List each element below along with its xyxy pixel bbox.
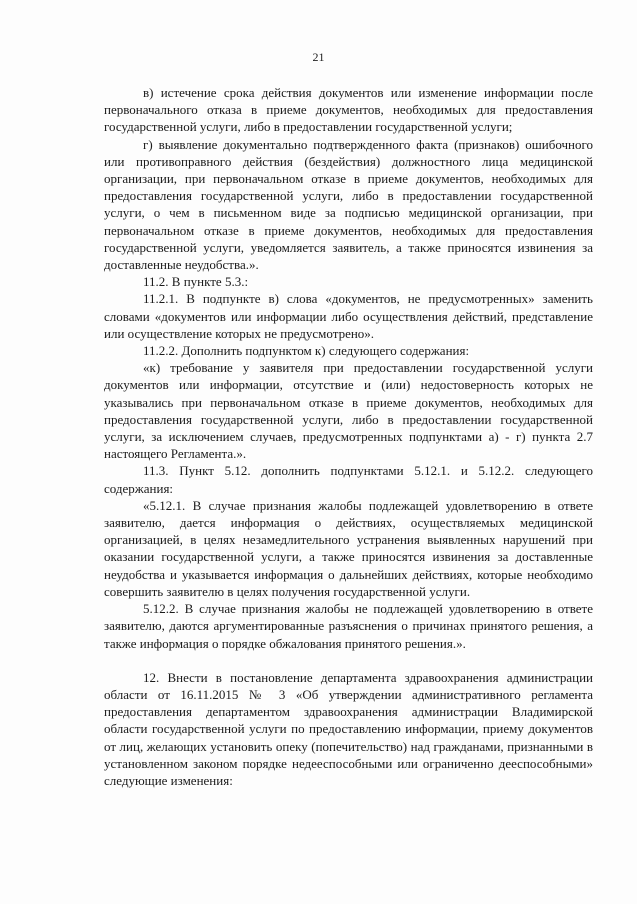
document-body <box>104 84 593 789</box>
paragraph-item-v: в) истечение срока действия документов или изменение информации после первоначального отказа в приеме документов, необходимых для предоставления государственной услуги, либо в предоставлении государственной услуги; <box>104 85 593 135</box>
paragraph-11-2-2: 11.2.2. Дополнить подпунктом к) следующего содержания: <box>143 343 470 359</box>
paragraph-11-3: 11.3. Пункт 5.12. дополнить подпунктами 5.12.1. и 5.12.2. следующего содержания: <box>104 463 593 496</box>
page-number: 21 <box>312 50 325 64</box>
paragraph-5-12-1: «5.12.1. В случае признания жалобы подлежащей удовлетворению в ответе заявителю, дается информация о действиях, осуществляемых медицинской организацией, в целях незамедлительного устранения выявленных нарушений при оказании государственной услуги, а также приносятся извинения за доставленные неудобства и указывается информация о дальнейших действиях, которые необходимо совершить заявителю в целях получения государственной услуги. <box>104 497 593 599</box>
paragraph-12: 12. Внести в постановление департамента здравоохранения администрации области от 16.11.2015 № 3 «Об утверждении административного регламента предоставления департаментом здравоохранения администрации Владимирской области государственной услуги по предоставлению информации, приему документов от лиц, желающих установить опеку (попечительство) над гражданами, признанными в установленном законом порядке недееспособными или ограниченно дееспособными» следующие изменения: <box>104 669 593 788</box>
paragraph-item-k: «к) требование у заявителя при предоставлении государственной услуги документов или информации, отсутствие и (или) недостоверность которых не указывались при первоначальном отказе в приеме документов, необходимых для предоставления государственной услуги, либо в предоставлении государственной услуги, за исключением случаев, предусмотренных подпунктами а) - г) пункта 2.7 настоящего Регламента.». <box>104 360 593 462</box>
paragraph-5-12-2: 5.12.2. В случае признания жалобы не подлежащей удовлетворению в ответе заявителю, даются аргументированные разъяснения о причинах принятого решения, а также информация о порядке обжалования принятого решения.». <box>104 601 593 651</box>
paragraph-11-2: 11.2. В пункте 5.3.: <box>143 274 249 290</box>
paragraph-item-g: г) выявление документально подтвержденного факта (признаков) ошибочного или противоправного действия (бездействия) должностного лица медицинской организации, при первоначальном отказе в приеме документов, необходимых для предоставления государственной услуги, либо в предоставлении государственной услуги, о чем в письменном виде за подписью медицинской организации, при первоначальном отказе в приеме документов, необходимых для предоставления государственной услуги, уведомляется заявитель, а также приносятся извинения за доставленные неудобства.». <box>104 136 593 273</box>
paragraph-11-2-1: 11.2.1. В подпункте в) слова «документов, не предусмотренных» заменить словами «документов или информации либо осуществления действий, представление или осуществление которых не предусмотрено». <box>104 291 593 341</box>
